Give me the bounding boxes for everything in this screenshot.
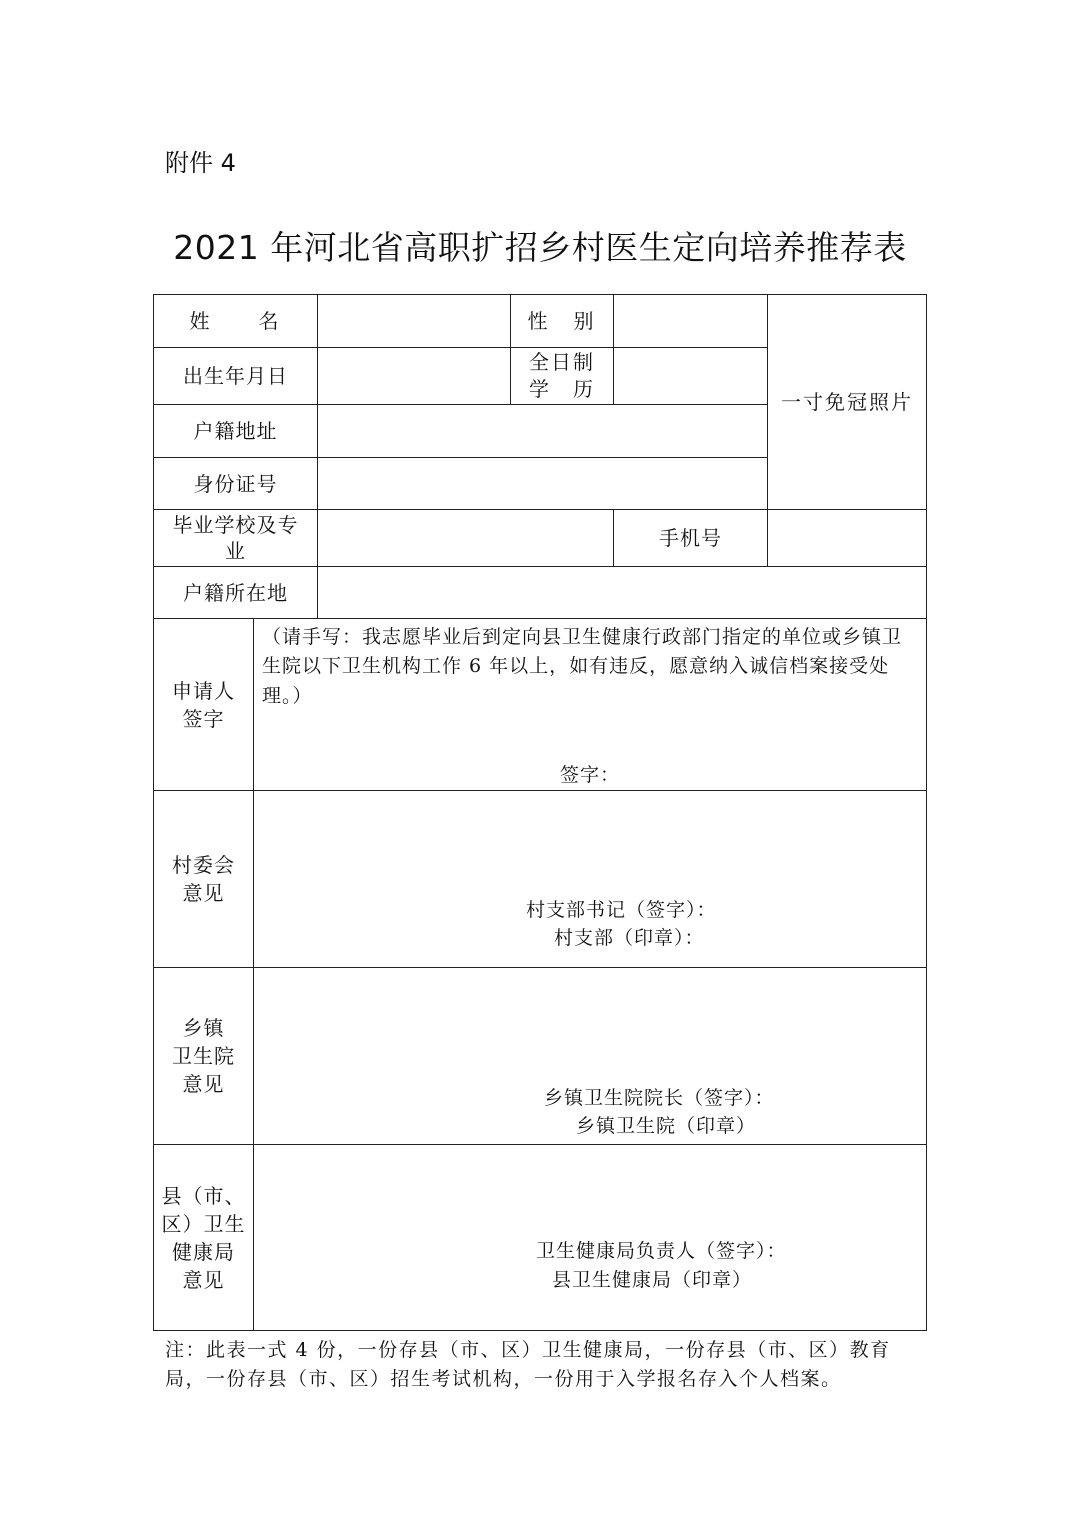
applicant-pledge-area[interactable] bbox=[253, 618, 927, 791]
hukou-address-field[interactable] bbox=[317, 404, 768, 458]
county-bureau-head-signature: 卫生健康局负责人（签字）： bbox=[536, 1240, 787, 1262]
hukou-location-label: 户籍所在地 bbox=[153, 566, 318, 619]
education-label: 全日制 学 历 bbox=[510, 347, 614, 405]
township-health-center-seal: 乡镇卫生院（印章） bbox=[576, 1115, 757, 1137]
phone-label: 手机号 bbox=[613, 509, 768, 567]
name-field[interactable] bbox=[317, 294, 511, 348]
birth-date-field[interactable] bbox=[317, 347, 511, 405]
school-major-field[interactable] bbox=[317, 509, 614, 567]
county-health-bureau-opinion[interactable] bbox=[253, 1144, 927, 1331]
village-committee-opinion[interactable] bbox=[253, 790, 927, 968]
applicant-signature-line: 签字： bbox=[560, 764, 621, 786]
phone-field[interactable] bbox=[767, 509, 927, 567]
school-major-label: 毕业学校及专业 bbox=[153, 509, 318, 567]
township-health-center-opinion[interactable] bbox=[253, 967, 927, 1145]
gender-label: 性 别 bbox=[510, 294, 614, 348]
recommendation-form bbox=[153, 294, 927, 1331]
applicant-pledge-text: （请手写：我志愿毕业后到定向县卫生健康行政部门指定的单位或乡镇卫生院以下卫生机构工作 6 年以上，如有违反，愿意纳入诚信档案接受处理。） bbox=[262, 626, 903, 707]
township-health-center-label: 乡镇 卫生院 意见 bbox=[153, 967, 254, 1145]
township-director-signature: 乡镇卫生院院长（签字）： bbox=[544, 1087, 775, 1109]
birth-date-label: 出生年月日 bbox=[153, 347, 318, 405]
gender-field[interactable] bbox=[613, 294, 768, 348]
village-branch-seal: 村支部（印章）： bbox=[554, 927, 705, 949]
hukou-location-field[interactable] bbox=[317, 566, 927, 619]
village-secretary-signature: 村支部书记（签字）： bbox=[526, 899, 717, 921]
attachment-label: 附件 4 bbox=[165, 149, 236, 177]
photo-box[interactable]: 一寸免冠照片 bbox=[767, 294, 927, 510]
name-label: 姓 名 bbox=[153, 294, 318, 348]
county-health-bureau-seal: 县卫生健康局（印章） bbox=[552, 1269, 753, 1291]
footnote: 注：此表一式 4 份，一份存县（市、区）卫生健康局，一份存县（市、区）教育局，一份存县（市、区）招生考试机构，一份用于入学报名存入个人档案。 bbox=[165, 1339, 891, 1390]
hukou-address-label: 户籍地址 bbox=[153, 404, 318, 458]
village-committee-label: 村委会 意见 bbox=[153, 790, 254, 968]
education-field[interactable] bbox=[613, 347, 768, 405]
id-number-field[interactable] bbox=[317, 457, 768, 510]
applicant-signature-label: 申请人 签字 bbox=[153, 618, 254, 791]
page-title: 2021 年河北省高职扩招乡村医生定向培养推荐表 bbox=[173, 228, 907, 267]
county-health-bureau-label: 县（市、 区）卫生 健康局 意见 bbox=[153, 1144, 254, 1331]
id-number-label: 身份证号 bbox=[153, 457, 318, 510]
